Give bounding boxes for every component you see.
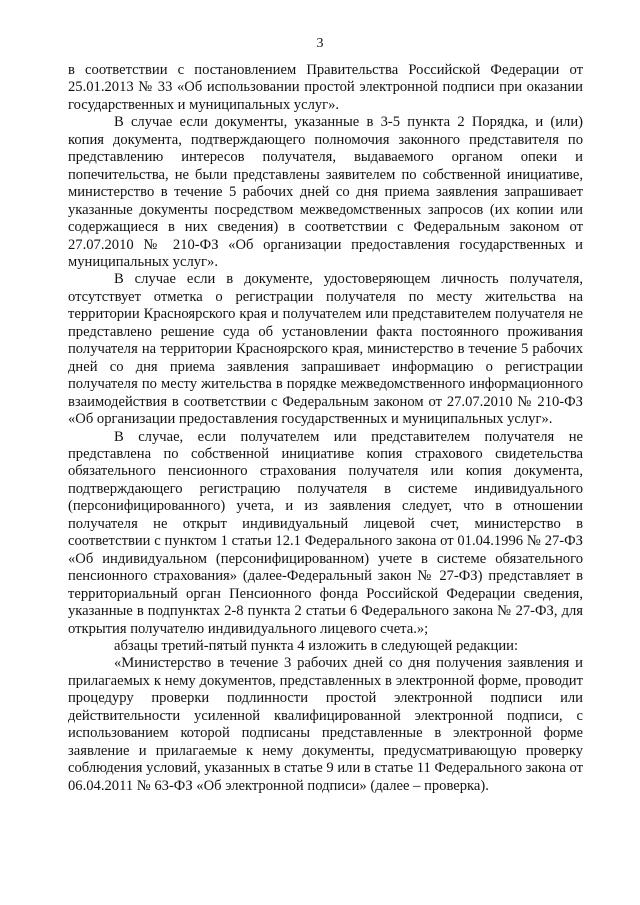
document-body <box>68 62 583 795</box>
page-number: 3 <box>316 36 324 51</box>
paragraph-continuation: в соответствии с постановлением Правительства Российской Федерации от 25.01.2013 № 33 «Об использовании простой электронной подписи при оказании государственных и муниципальных услуг». <box>68 62 583 113</box>
paragraph-documents-request: В случае если документы, указанные в 3-5 пункта 2 Порядка, и (или) копия документа, подтверждающего полномочия законного представителя по представлению интересов получателя, выдаваемого органом опеки и попечительства, не были представлены заявителем по собственной инициативе, министерство в течение 5 рабочих дней со дня приема заявления запрашивает указанные документы посредством межведомственных запросов (их копии или содержащиеся в них сведения) в соответствии с Федеральным законом от 27.07.2010 № 210-ФЗ «Об организации предоставления государственных и муниципальных услуг». <box>68 114 583 270</box>
paragraph-pension-account: В случае, если получателем или представителем получателя не представлена по собственной инициативе копия страхового свидетельства обязательного пенсионного страхования получателя или копия документа, подтверждающего регистрацию получателя в системе индивидуального (персонифицированного) учета, и из заявления следует, что в отношении получателя не открыт индивидуальный лицевой счет, министерство в соответствии с пунктом 1 статьи 12.1 Федерального закона от 01.04.1996 № 27-ФЗ «Об индивидуальном (персонифицированном) учете в системе обязательного пенсионного страхования» (далее-Федеральный закон № 27-ФЗ) представляет в территориальный орган Пенсионного фонда Российской Федерации сведения, указанные в подпунктах 2-8 пункта 2 статьи 6 Федерального закона № 27-ФЗ, для открытия получателю индивидуального лицевого счета.»; <box>68 428 583 637</box>
paragraph-registration-request: В случае если в документе, удостоверяющем личность получателя, отсутствует отметка о регистрации получателя по месту жительства на территории Красноярского края и получателем или представителем получателя не представлено решение суда об установлении факта постоянного проживания получателя на территории Красноярского края, министерство в течение 5 рабочих дней со дня приема заявления запрашивает информацию о регистрации получателя по месту жительства в порядке межведомственного информационного взаимодействия в соответствии с Федеральным законом от 27.07.2010 № 210-ФЗ «Об организации предоставления государственных и муниципальных услуг». <box>68 271 583 428</box>
paragraph-amendment-intro: абзацы третий-пятый пункта 4 изложить в следующей редакции: <box>114 637 519 654</box>
paragraph-signature-check: «Министерство в течение 3 рабочих дней со дня получения заявления и прилагаемых к нему документов, представленных в электронной форме, проводит процедуру проверки подлинности простой электронной подписи или действительности усиленной квалифицированной электронной подписи, с использованием которой подписаны представленные в электронной форме заявление и прилагаемые к нему документы, предусматривающую проверку соблюдения условий, указанных в статье 9 или в статье 11 Федерального закона от 06.04.2011 № 63-ФЗ «Об электронной подписи» (далее – проверка). <box>68 655 583 794</box>
